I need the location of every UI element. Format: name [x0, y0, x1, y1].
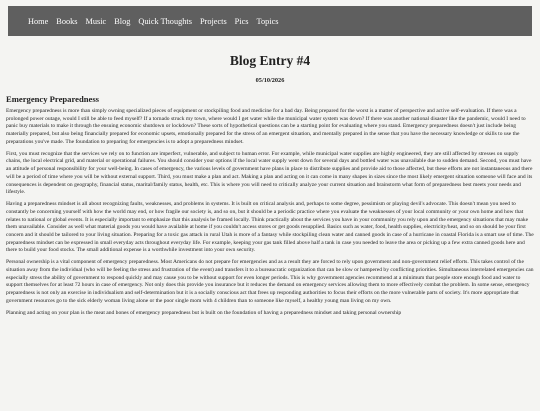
entry-date: 05/10/2026	[255, 77, 285, 84]
section-heading: Emergency Preparedness	[6, 94, 100, 104]
nav-item-projects[interactable]: Projects	[199, 16, 227, 26]
nav-item-pics[interactable]: Pics	[234, 16, 249, 26]
top-navigation-bar	[8, 6, 532, 36]
nav-item-music[interactable]: Music	[85, 16, 107, 26]
paragraph: First, you must recognize that the services we rely on to function are imperfect, vulnerable, and subject to human error. For example, while municipal water supplies are highly engineered, they are still affected by stresses on supply chains, the local electrical grid, and material or operational failures. You should consider your options if the local water supply went down for several days and bottled water was unavailable due to sudden demand. Second, you must have an attitude of personal responsibility for your well-being. In cases of emergency, the various levels of government have plans in place to distribute supplies and provide aid to those affected, but these efforts are not instantaneous and there will be a period of time where you will be without external support. Third, you must make a plan and act. Making a plan and acting on it can come in many shapes in sizes since the most likely emergent situation someone will face and its consequences is dependent on geography, financial status, marital/family status, health, etc. This is where you will need to critically analyze your current situation and brainstorm what form of preparedness best meets your needs and lifestyle.	[6, 150, 533, 196]
paragraph: Planning and acting on your plan is the meat and bones of emergency preparedness but is built on the foundation of having a preparedness mindset and taking personal ownership	[6, 309, 402, 316]
nav-item-blog[interactable]: Blog	[114, 16, 131, 26]
blog-entry-content	[0, 94, 540, 317]
nav-item-topics[interactable]: Topics	[256, 16, 279, 26]
paragraph: Emergency preparedness is more than simply owning specialized pieces of equipment or stockpiling food and medicine for a bad day. Being prepared for the worst is a matter of perspective and active self-evaluation. If there was a prolonged power outage, would I still be able to feed myself? If a tornado struck my town, where would I get water while the municipal water system was down? If there was another national disaster like the pandemic, would I need to panic buy materials to make it through the ensuing economic shutdown or lockdown? These sorts of hypothetical questions can be a starting point for evaluating where you stand. Emergency preparedness doesn't just include being materially prepared, but also being financially prepared for economic upsets, emotionally prepared for the stress of an emergent situation, and mentally prepared in the sense that you have the necessary knowledge or skills to use the preparations you've made. The foundation to preparing for emergencies is to adopt a preparedness mindset.	[6, 108, 526, 145]
paragraph: Personal ownership is a vital component of emergency preparedness. Most Americans do not prepare for emergencies and as a result they are forced to rely upon government and non-government relief efforts. This takes control of the situation away from the individual (who will be feeling the stress and frustration of the event) and transfers it to a bureaucratic organization that can be slow or hampered by conflicting priorities. Simultaneous interrelated emergencies can especially stress the ability of government to respond quickly and may cause you to be without support for even longer periods. This is why government agencies recommend at a minimum that people store enough food and water to support themselves for at least 72 hours in case of emergency. Not only does this provide you insurance but it reduces the demand on emergency services allowing them to more effectively combat the problem. In some sense, emergency preparedness is not only an exercise in individualism and self-determination but it is a socially conscious act that frees up responding authorities to focus their efforts on the more vulnerable parts of society. It's more appropriate that government resources go to the sick elderly woman living alone or the poor single mom with 4 children than to someone like myself, a healthy young man living on my own.	[6, 259, 534, 304]
nav-item-quick-thoughts[interactable]: Quick Thoughts	[138, 16, 192, 26]
nav-item-books[interactable]: Books	[56, 16, 78, 26]
page-title: Blog Entry #4	[229, 53, 311, 68]
paragraph: Having a preparedness mindset is all about recognizing faults, weaknesses, and problems in systems. It is built on critical analysis and, perhaps to some degree, pessimism or playing devil's advocate. This doesn't mean you need to constantly be concerning yourself with how the world may end, or how fragile our society is, and so on, but it should be a periodic practice where you evaluate the weaknesses of your local community or your own home and how that relates to national or global events. It is especially important to emphasize that this analysis be framed locally. Think practically about the services you have in your community you rely upon and the emergency situations that may make them unavailable. Consider as well what material goods you would have available at home if you couldn't access stores or get goods resupplied. Basics such as water, food, health supplies, electricity/heat, and so on should be your first concern and it should be tailored to your living situation. Preparing for a toxic gas attack in rural Utah is more of a fantasy while stockpiling clean water and canned goods in case of a hurricane in coastal Florida is a smart use of time. The preparedness mindset can be expressed in small everyday acts throughout everyday life. For example, keeping your gas tank filled above half a tank in case you needed to leave the area or picking up a few extra canned goods here and there to build your food stocks. The small additional expense is a worthwhile investment into your own security.	[6, 201, 534, 254]
nav-item-home[interactable]: Home	[28, 16, 49, 26]
